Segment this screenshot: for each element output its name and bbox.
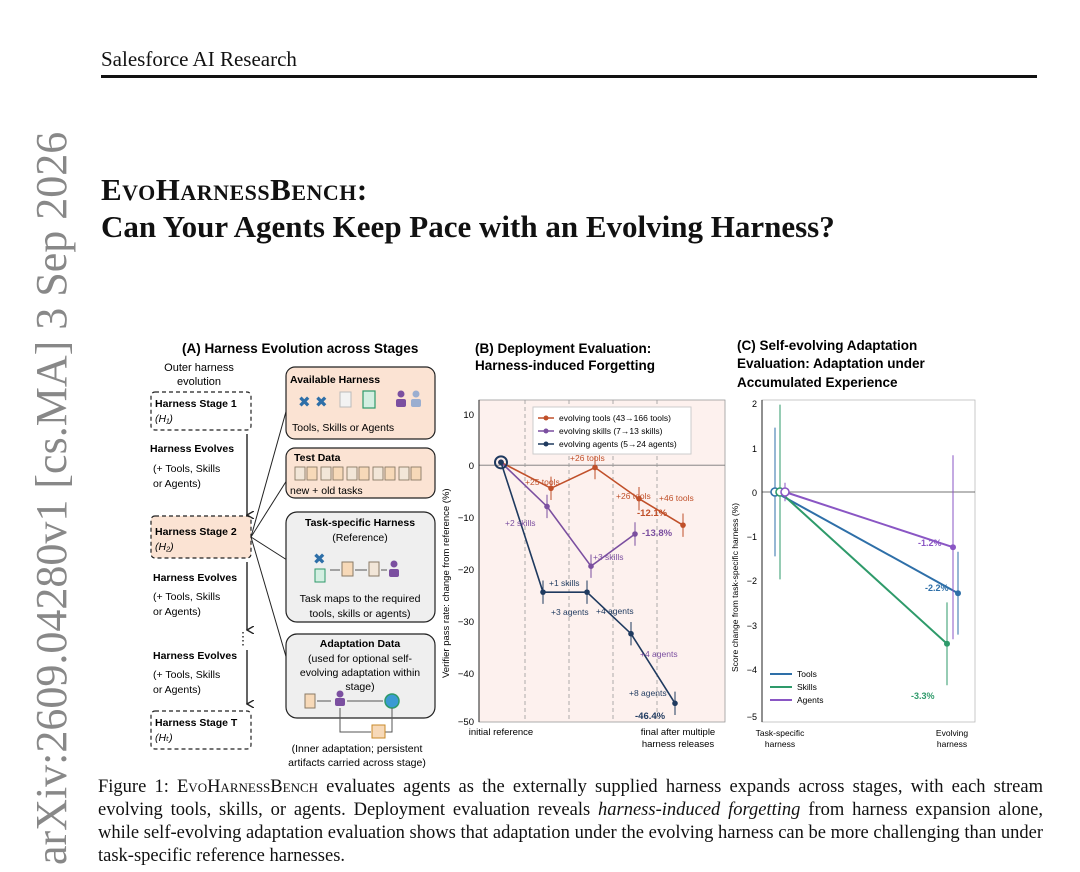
panel-c-ytick: 1 <box>751 444 757 454</box>
panel-c-title-2: Evaluation: Adaptation under <box>737 356 925 371</box>
panel-c-xtick-a-1: Task-specific <box>755 728 805 738</box>
annotation-tools: +46 tools <box>659 493 694 503</box>
evolves-3-sub1: (+ Tools, Skills <box>153 669 221 681</box>
evolves-2-sub1: (+ Tools, Skills <box>153 591 221 603</box>
document-icon <box>340 392 351 407</box>
data-point <box>955 590 961 596</box>
adaptation-l2: evolving adaptation within <box>299 667 421 679</box>
caption-part1: evaluates agents as the externally supplied harness expands across stages, with each stream evolving tools, skills, or agents. Deployment evaluation reveals <box>98 777 1043 820</box>
evolves-3-sub2: or Agents) <box>153 684 201 696</box>
caption-part2: from harness expansion alone, while self-evolving adaptation evaluation shows that adaptation under the evolving harness can be more challenging than under task-specific reference harnesses. <box>98 800 1043 866</box>
annotation-agents: +4 agents <box>596 606 634 616</box>
adapt-doc-icon <box>305 694 315 708</box>
panel-c-ytick: −4 <box>746 665 757 675</box>
panel-c-ytick: −1 <box>746 532 757 542</box>
panel-b-ytick: −50 <box>457 717 474 728</box>
panel-c-xtick-b-2: harness <box>936 739 968 749</box>
task-doc-icon <box>342 562 353 576</box>
evolves-2-sub2: or Agents) <box>153 606 201 618</box>
arxiv-stamp <box>0 0 90 872</box>
data-point <box>592 465 598 471</box>
test-data-title: Test Data <box>294 452 341 464</box>
data-point <box>498 460 504 466</box>
panel-b-xtick-start: initial reference <box>468 727 534 738</box>
panel-c-ytick: −2 <box>746 576 757 586</box>
value-label-skills: -13.8% <box>642 528 673 539</box>
panel-b-title-2: Harness-induced Forgetting <box>475 358 656 373</box>
header-rule <box>101 75 1037 78</box>
panel-b-ytick: 0 <box>468 461 474 472</box>
panel-b-ylabel: Verifier pass rate: change from reference (%) <box>441 488 452 678</box>
panel-c-title-3: Accumulated Experience <box>737 375 898 390</box>
notebook-icon <box>363 391 375 408</box>
stageT-sym: (Hₜ) <box>155 732 173 744</box>
inner-note-2: artifacts carried across stage) <box>288 757 426 769</box>
evolves-3: Harness Evolves <box>153 650 238 662</box>
panel-c-title-1: (C) Self-evolving Adaptation <box>737 338 918 353</box>
panel-b-ytick: −10 <box>457 513 474 524</box>
panel-a-title: (A) Harness Evolution across Stages <box>182 341 419 356</box>
stage2-connectors <box>251 408 287 660</box>
panel-c-ytick: 0 <box>751 488 757 498</box>
task-harness-title: Task-specific Harness <box>304 517 416 529</box>
svg-text:✖: ✖ <box>315 394 328 411</box>
paper-title-line2: Can Your Agents Keep Pace with an Evolving Harness? <box>101 209 835 244</box>
panel-c-legend <box>770 669 823 705</box>
adaptation-l1: (used for optional self- <box>308 653 412 665</box>
adaptation-title: Adaptation Data <box>319 638 401 650</box>
annotation-agents: +4 agents <box>640 649 678 659</box>
panel-b-xtick-end-2: harness releases <box>641 739 715 750</box>
evolves-1: Harness Evolves <box>150 443 235 455</box>
value-label-agents: -46.4% <box>635 711 666 722</box>
arxiv-stamp-text: arXiv:2609.04280v1 [cs.MA] 3 Sep 2026 <box>27 131 76 865</box>
panel-c <box>730 338 975 749</box>
data-point <box>680 522 686 528</box>
data-point <box>672 701 678 707</box>
legend-item-agents <box>538 439 677 449</box>
task-harness-sub2: tools, skills or agents) <box>309 608 411 620</box>
stage1-sym: (H₁) <box>155 413 173 425</box>
panel-b-ytick: −40 <box>457 669 474 680</box>
task-harness-sub1: Task maps to the required <box>299 593 421 605</box>
annotation-tools: +26 tools <box>616 491 651 501</box>
panel-c-ytick: −5 <box>746 712 757 722</box>
globe-icon <box>385 694 399 708</box>
panel-c-yticks <box>747 399 757 722</box>
caption-emphasis: harness-induced forgetting <box>598 800 801 820</box>
stage2-sym: (H₂) <box>155 541 174 553</box>
data-point <box>944 641 950 647</box>
caption-benchmark-name: EvoHarnessBench <box>177 777 319 797</box>
data-point <box>540 589 546 595</box>
panel-c-xtick-a-2: harness <box>764 739 796 749</box>
caption-fig-label: Figure 1: <box>98 777 177 797</box>
available-harness-sub: Tools, Skills or Agents <box>292 422 395 434</box>
annotation-skills: +2 skills <box>505 518 536 528</box>
data-point <box>588 563 594 569</box>
data-point <box>628 631 634 637</box>
evolves-2: Harness Evolves <box>153 572 238 584</box>
annotation-skills: +3 skills <box>593 552 624 562</box>
data-point <box>584 589 590 595</box>
legend-label: evolving tools (43→166 tools) <box>559 413 671 423</box>
svg-text:✖: ✖ <box>298 394 311 411</box>
panel-b-xtick-end-1: final after multiple <box>640 727 716 738</box>
chip-icon <box>372 725 385 738</box>
panel-b <box>441 341 725 750</box>
data-point <box>632 531 638 537</box>
stage2-name: Harness Stage 2 <box>155 526 237 538</box>
panel-a <box>150 341 435 769</box>
legend-label: evolving skills (7→13 skills) <box>559 426 663 436</box>
test-data-sub: new + old tasks <box>290 485 363 497</box>
panel-c-ytick: −3 <box>746 621 757 631</box>
task-file-icon <box>369 562 379 576</box>
panel-c-ytick: 2 <box>751 399 757 409</box>
annotation-agents: +3 agents <box>551 607 589 617</box>
task-notebook-icon <box>315 569 325 582</box>
evolves-1-sub1: (+ Tools, Skills <box>153 463 221 475</box>
panel-b-yticks <box>458 410 474 728</box>
value-label-agents: -1.2% <box>918 538 942 548</box>
evolves-1-sub2: or Agents) <box>153 478 201 490</box>
panel-c-ylabel: Score change from task-specific harness (%) <box>730 502 740 672</box>
task-tools-icon: ✖ <box>313 551 326 568</box>
value-label-tools: -2.2% <box>925 583 949 593</box>
task-harness-ref: (Reference) <box>332 532 388 544</box>
inner-note-1: (Inner adaptation; persistent <box>291 743 423 755</box>
adaptation-l3: stage) <box>345 681 375 693</box>
data-point <box>544 504 550 510</box>
legend-label: Skills <box>797 682 817 692</box>
panel-b-title-1: (B) Deployment Evaluation: <box>475 341 652 356</box>
data-point <box>950 544 956 550</box>
value-label-tools: -12.1% <box>637 508 668 519</box>
outer-label-1: Outer harness <box>164 362 234 374</box>
stage1-name: Harness Stage 1 <box>155 398 237 410</box>
panel-c-plot-bg <box>762 400 975 722</box>
paper-title-line1: EvoHarnessBench: <box>101 172 368 207</box>
legend-label: Agents <box>797 695 824 705</box>
figure-caption <box>98 776 1043 868</box>
figure-1 <box>135 330 1035 780</box>
value-label-skills: -3.3% <box>911 691 935 701</box>
annotation-tools: +26 tools <box>570 453 605 463</box>
outer-label-2: evolution <box>176 376 222 388</box>
legend-label: Tools <box>797 669 817 679</box>
available-harness-title: Available Harness <box>290 374 381 386</box>
panel-b-ytick: −20 <box>457 565 474 576</box>
legend-label: evolving agents (5→24 agents) <box>559 439 677 449</box>
annotation-tools: +25 tools <box>525 477 560 487</box>
annotation-skills: +1 skills <box>549 578 580 588</box>
annotation-agents: +8 agents <box>629 688 667 698</box>
panel-c-xtick-b-1: Evolving <box>935 728 969 738</box>
data-point <box>781 488 789 496</box>
running-header: Salesforce AI Research <box>101 47 297 71</box>
panel-b-ytick: 10 <box>463 410 474 421</box>
stageT-name: Harness Stage T <box>155 717 238 729</box>
panel-b-ytick: −30 <box>457 617 474 628</box>
